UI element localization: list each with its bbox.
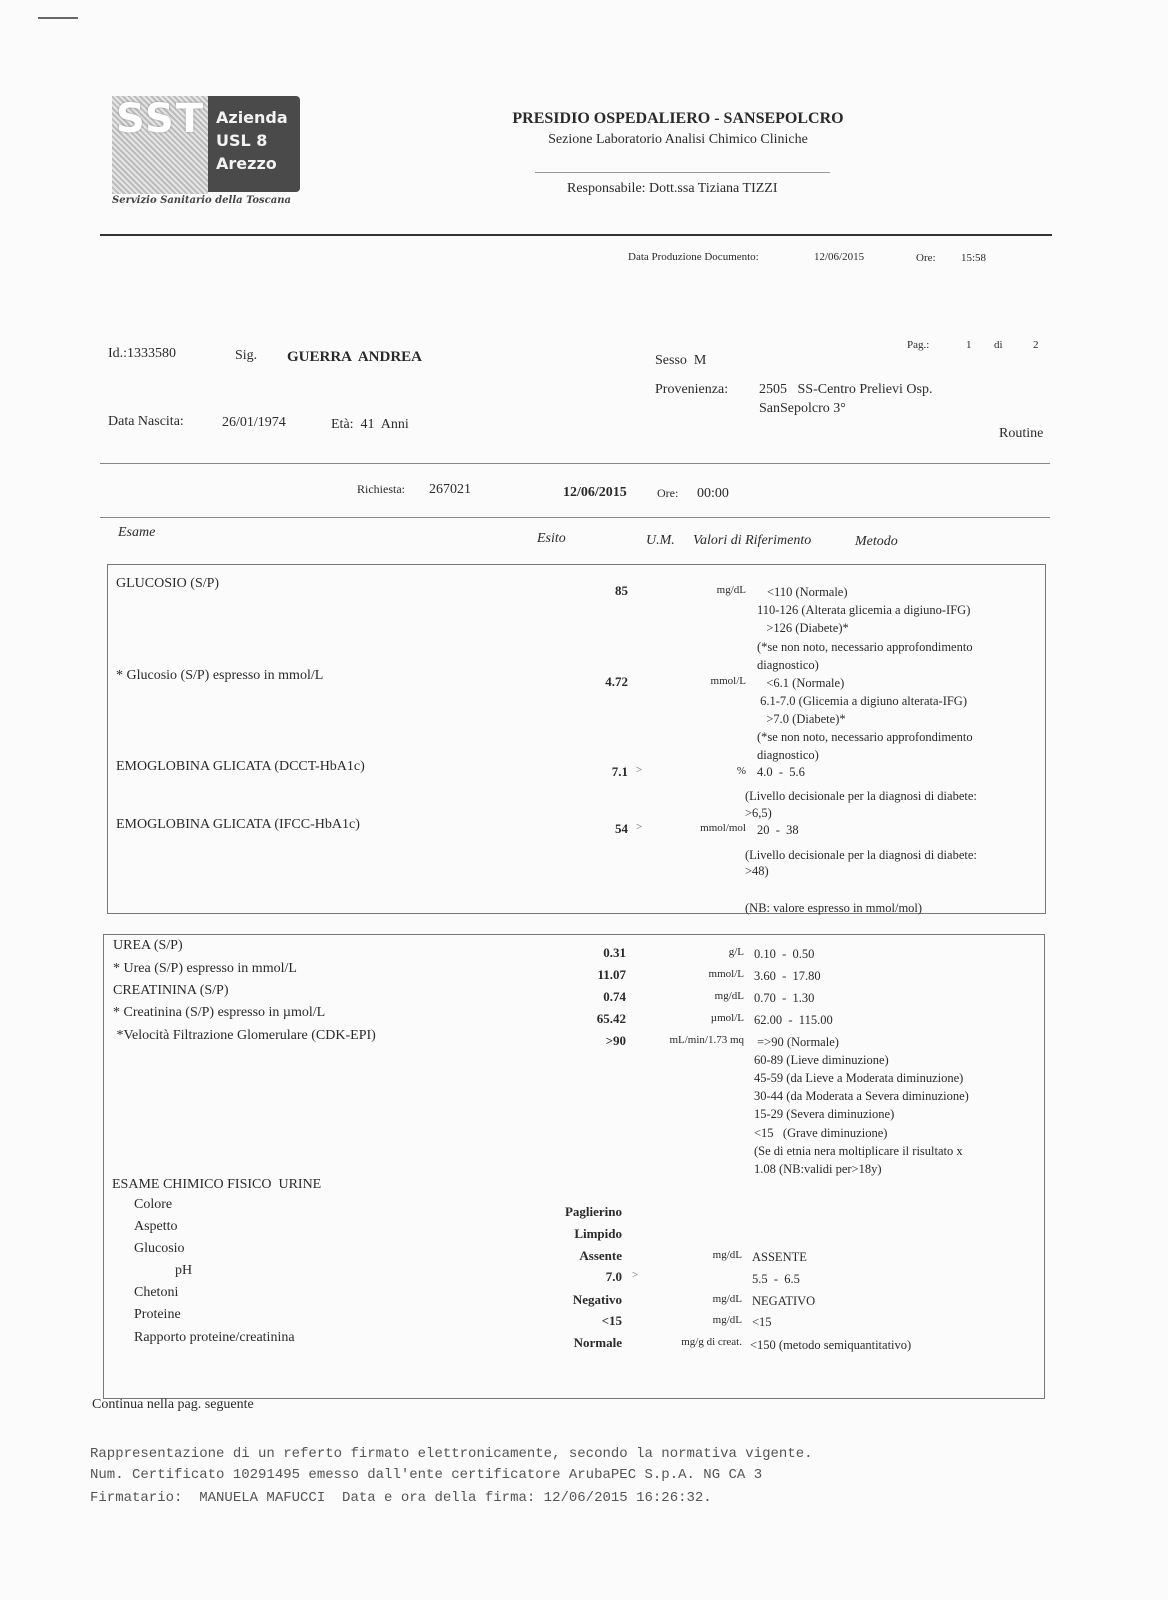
- page-total: 2: [1033, 339, 1039, 351]
- request-label: Richiesta:: [357, 482, 405, 496]
- urine-result: Negativo: [572, 1292, 622, 1307]
- scan-mark: [38, 17, 78, 19]
- production-time: 15:58: [961, 252, 987, 264]
- exam-ref-line: >48): [745, 864, 769, 878]
- exam-name: *Velocità Filtrazione Glomerulare (CDK-EPI): [113, 1028, 376, 1043]
- urine-exam-name: pH: [175, 1263, 193, 1278]
- exam-ref-line: >126 (Diabete)*: [757, 621, 849, 635]
- exam-result: 85: [615, 583, 628, 598]
- out-of-range-flag: >: [636, 821, 643, 833]
- logo-mark: SST: [116, 96, 206, 142]
- exam-unit: mmol/L: [708, 968, 744, 980]
- exam-name: GLUCOSIO (S/P): [116, 576, 220, 591]
- urine-result: <15: [601, 1313, 622, 1328]
- origin-line1: 2505 SS-Centro Prelievi Osp.: [759, 382, 933, 397]
- exam-result: 0.31: [603, 945, 626, 960]
- urine-result: Paglierino: [564, 1204, 622, 1219]
- page-of: di: [994, 339, 1003, 351]
- col-method: Metodo: [855, 534, 898, 549]
- exam-result: 11.07: [597, 967, 626, 982]
- responsible: Responsabile: Dott.ssa Tiziana TIZZI: [567, 181, 778, 196]
- exam-unit: mg/dL: [714, 990, 744, 1002]
- exam-ref-line: diagnostico): [757, 748, 819, 762]
- urine-result: Assente: [579, 1248, 622, 1263]
- gfr-ref-line: <15 (Grave diminuzione): [754, 1126, 888, 1140]
- production-date: 12/06/2015: [814, 251, 865, 263]
- hospital-title: PRESIDIO OSPEDALIERO - SANSEPOLCRO: [512, 110, 844, 127]
- production-label: Data Produzione Documento:: [628, 251, 759, 263]
- header-divider: [100, 234, 1052, 236]
- urine-result: Normale: [573, 1335, 622, 1350]
- patient-sig-label: Sig.: [235, 348, 258, 363]
- request-number: 267021: [429, 482, 471, 497]
- exam-result: 0.74: [603, 989, 626, 1004]
- gfr-ref-line: 45-59 (da Lieve a Moderata diminuzione): [754, 1071, 964, 1085]
- production-time-label: Ore:: [916, 252, 936, 264]
- page-label: Pag.:: [907, 339, 930, 351]
- exam-name: EMOGLOBINA GLICATA (DCCT-HbA1c): [116, 759, 365, 774]
- exam-ref-line: 0.70 - 1.30: [754, 991, 815, 1005]
- logo-line: Arezzo: [216, 154, 277, 173]
- urine-ref: <15: [752, 1315, 772, 1329]
- request-time-label: Ore:: [657, 486, 679, 500]
- urine-ref: NEGATIVO: [752, 1294, 816, 1308]
- exam-unit: mL/min/1.73 mq: [669, 1034, 744, 1046]
- gfr-ref-line: (Se di etnia nera moltiplicare il risultato x: [754, 1144, 963, 1158]
- exam-unit: %: [736, 765, 746, 777]
- exam-result: >90: [605, 1033, 626, 1048]
- gfr-ref-line: 1.08 (NB:validi per>18y): [754, 1162, 882, 1176]
- urine-ref: 5.5 - 6.5: [752, 1272, 800, 1286]
- exam-name: CREATININA (S/P): [113, 983, 229, 998]
- urine-unit: mg/dL: [712, 1293, 742, 1305]
- col-exam: Esame: [118, 525, 156, 540]
- signature-note-line: Rappresentazione di un referto firmato elettronicamente, secondo la normativa vigente.: [90, 1446, 813, 1462]
- exam-ref-line: 4.0 - 5.6: [757, 765, 805, 779]
- urine-exam-name: Aspetto: [134, 1219, 178, 1234]
- request-date: 12/06/2015: [563, 485, 627, 500]
- gfr-ref-line: 60-89 (Lieve diminuzione): [754, 1053, 889, 1067]
- exam-ref-line: 0.10 - 0.50: [754, 947, 815, 961]
- exam-ref-line: 62.00 - 115.00: [754, 1013, 833, 1027]
- exam-ref-line: (NB: valore espresso in mmol/mol): [745, 901, 923, 915]
- exam-ref-line: (*se non noto, necessario approfondimento: [757, 640, 973, 654]
- origin-line2: SanSepolcro 3°: [759, 401, 846, 416]
- logo-line: USL 8: [216, 131, 268, 150]
- exam-name: * Glucosio (S/P) espresso in mmol/L: [116, 668, 324, 683]
- signature-note-line: Firmatario: MANUELA MAFUCCI Data e ora della firma: 12/06/2015 16:26:32.: [90, 1490, 712, 1506]
- request-time: 00:00: [697, 486, 729, 501]
- exam-ref-line: >6,5): [745, 806, 772, 820]
- col-unit: U.M.: [646, 533, 675, 548]
- urine-section-title: ESAME CHIMICO FISICO URINE: [112, 1177, 322, 1192]
- logo-line: Azienda: [216, 108, 288, 127]
- urine-exam-name: Colore: [134, 1197, 173, 1212]
- exam-ref-line: (Livello decisionale per la diagnosi di diabete:: [745, 789, 977, 803]
- origin-label: Provenienza:: [655, 382, 729, 397]
- exam-unit: mg/dL: [716, 584, 746, 596]
- exam-name: EMOGLOBINA GLICATA (IFCC-HbA1c): [116, 817, 360, 832]
- urine-exam-name: Proteine: [134, 1307, 181, 1322]
- birth-label: Data Nascita:: [108, 414, 184, 429]
- patient-age: Età: 41 Anni: [331, 417, 409, 432]
- urine-unit: mg/dL: [712, 1314, 742, 1326]
- exam-unit: µmol/L: [710, 1012, 744, 1024]
- urine-exam-name: Glucosio: [134, 1241, 185, 1256]
- patient-name: GUERRA ANDREA: [287, 349, 423, 365]
- gfr-ref-line: 30-44 (da Moderata a Severa diminuzione): [754, 1089, 969, 1103]
- urine-unit: mg/dL: [712, 1249, 742, 1261]
- gfr-ref-line: 15-29 (Severa diminuzione): [754, 1107, 895, 1121]
- urine-result: 7.0: [605, 1269, 622, 1284]
- exam-result: 65.42: [596, 1011, 626, 1026]
- urine-result: Limpido: [574, 1226, 622, 1241]
- exam-unit: mmol/mol: [700, 822, 746, 834]
- continue-note: Continua nella pag. seguente: [92, 1397, 254, 1412]
- birth-date: 26/01/1974: [222, 415, 286, 430]
- out-of-range-flag: >: [636, 764, 643, 776]
- header-divider-short: [535, 172, 830, 173]
- urine-ref: <150 (metodo semiquantitativo): [750, 1338, 912, 1352]
- exam-result: 7.1: [611, 764, 628, 779]
- exam-ref-line: <6.1 (Normale): [757, 676, 845, 690]
- out-of-range-flag: >: [632, 1269, 639, 1281]
- exam-ref-line: =>90 (Normale): [754, 1035, 839, 1049]
- exam-name: * Creatinina (S/P) espresso in µmol/L: [113, 1005, 326, 1020]
- signature-note-line: Num. Certificato 10291495 emesso dall'ente certificatore ArubaPEC S.p.A. NG CA 3: [90, 1467, 763, 1483]
- exam-unit: mmol/L: [710, 675, 746, 687]
- patient-sex: Sesso M: [655, 353, 707, 368]
- lab-subtitle: Sezione Laboratorio Analisi Chimico Cliniche: [548, 132, 808, 147]
- logo-caption: Servizio Sanitario della Toscana: [112, 195, 292, 206]
- exam-name: * Urea (S/P) espresso in mmol/L: [113, 961, 297, 976]
- exam-ref-line: diagnostico): [757, 658, 819, 672]
- exam-ref-line: 6.1-7.0 (Glicemia a digiuno alterata-IFG): [757, 694, 967, 708]
- col-ref: Valori di Riferimento: [693, 533, 812, 548]
- urine-exam-name: Rapporto proteine/creatinina: [134, 1330, 295, 1345]
- exam-ref-line: 3.60 - 17.80: [754, 969, 821, 983]
- exam-name: UREA (S/P): [113, 938, 183, 953]
- urine-unit: mg/g di creat.: [681, 1336, 742, 1348]
- routine-label: Routine: [999, 426, 1044, 441]
- exam-ref-line: (Livello decisionale per la diagnosi di diabete:: [745, 848, 977, 862]
- patient-divider: [100, 463, 1050, 464]
- exam-result: 54: [615, 821, 628, 836]
- exam-ref-line: >7.0 (Diabete)*: [757, 712, 846, 726]
- exam-unit: g/L: [728, 946, 744, 958]
- request-divider: [100, 517, 1050, 518]
- urine-ref: ASSENTE: [752, 1250, 807, 1264]
- page-number: 1: [966, 339, 972, 351]
- exam-ref-line: (*se non noto, necessario approfondimento: [757, 730, 973, 744]
- exam-ref-line: 20 - 38: [757, 823, 799, 837]
- col-result: Esito: [537, 531, 566, 546]
- exam-result: 4.72: [605, 674, 628, 689]
- urine-exam-name: Chetoni: [134, 1285, 179, 1300]
- exam-ref-line: <110 (Normale): [767, 585, 848, 599]
- exam-ref-line: 110-126 (Alterata glicemia a digiuno-IFG): [757, 603, 971, 617]
- patient-id: Id.:1333580: [108, 346, 177, 361]
